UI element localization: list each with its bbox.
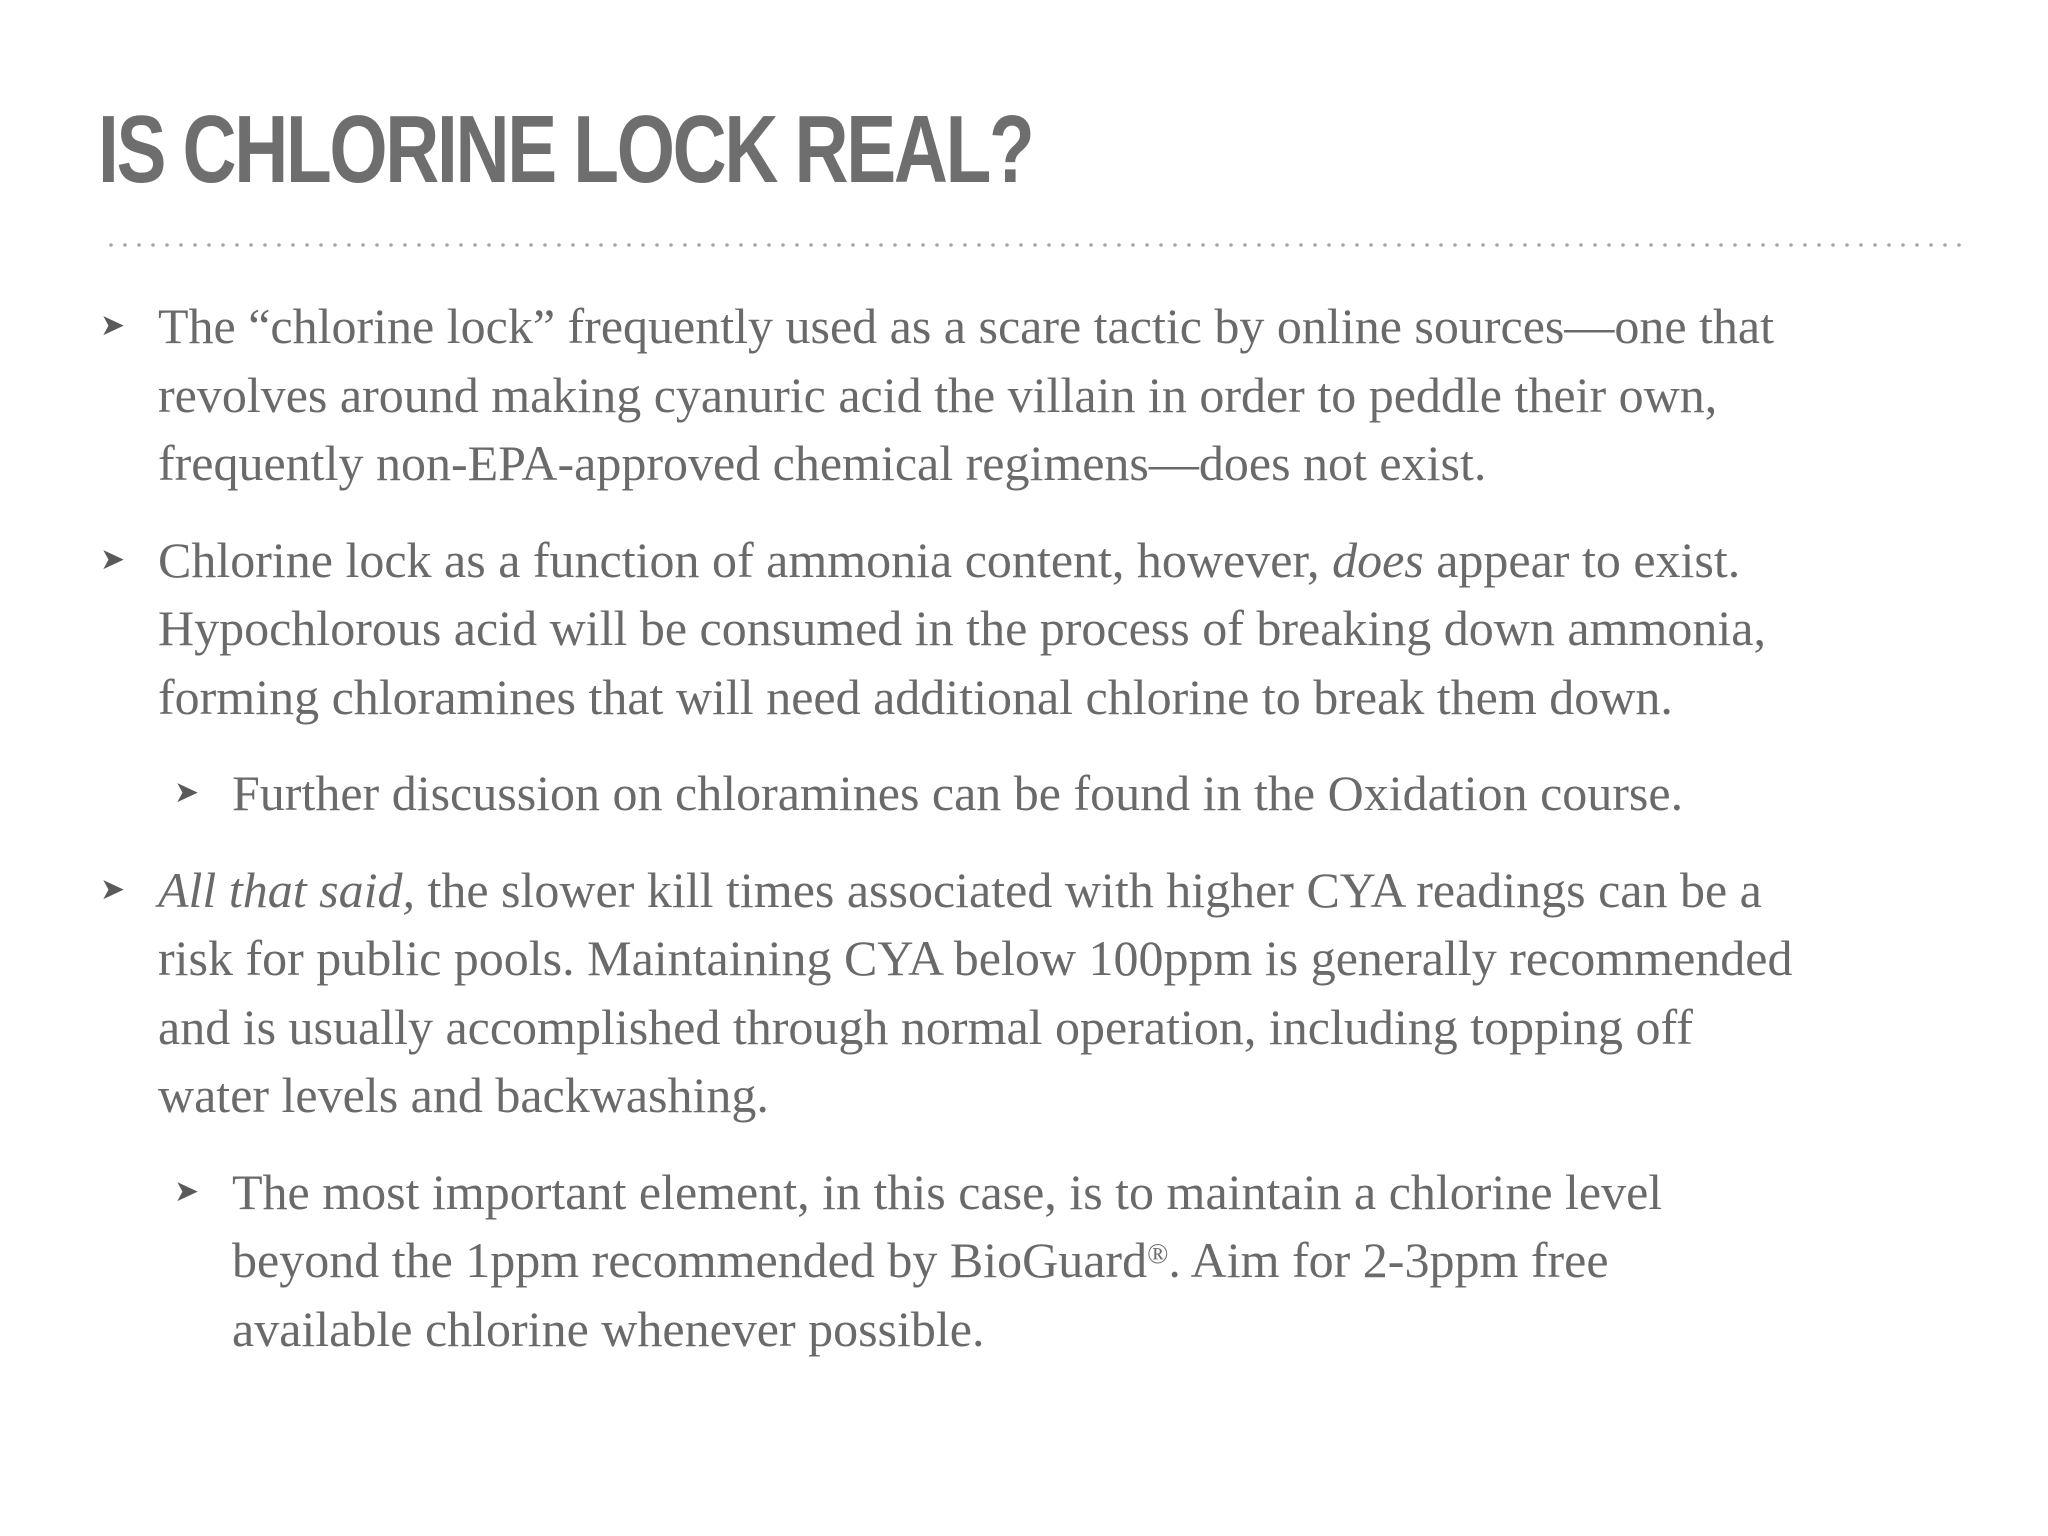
emphasis-text: does [1332, 531, 1424, 588]
bullet-item [98, 856, 1988, 1130]
bullet-item [98, 526, 1988, 732]
arrow-bullet-icon: ➤ [100, 308, 126, 343]
bullet-text-line: revolves around making cyanuric acid the villain in order to peddle their own, [158, 366, 1718, 423]
text-run: . Aim for 2-3ppm free [1168, 1232, 1609, 1288]
bullet-text-line: water levels and backwashing. [158, 1067, 769, 1123]
sub-bullet-item [172, 1158, 1988, 1364]
bullet-text-line: The “chlorine lock” frequently used as a scare tactic by online sources—one that [158, 298, 1775, 354]
bullet-text-line: risk for public pools. Maintaining CYA below 100ppm is generally recommended [158, 930, 1793, 986]
bullet-text-line: Hypochlorous acid will be consumed in the process of breaking down ammonia, [158, 600, 1766, 656]
slide-title: IS CHLORINE LOCK REAL? [98, 96, 1033, 203]
bullet-text-line: and is usually accomplished through normal operation, including topping off [158, 998, 1693, 1055]
dotted-divider [104, 243, 1962, 247]
arrow-bullet-icon: ➤ [174, 775, 200, 810]
text-run: appear to exist. [1423, 531, 1741, 588]
bullet-item [98, 292, 1988, 498]
bullet-text-line: The most important element, in this case, is to maintain a chlorine level [232, 1163, 1663, 1220]
emphasis-text: All that said, [158, 861, 415, 918]
bullet-list [98, 292, 1988, 1391]
bullet-text-line [158, 856, 1988, 925]
arrow-bullet-icon: ➤ [100, 541, 126, 577]
text-run: beyond the 1ppm recommended by BioGuard [232, 1232, 1148, 1288]
bullet-text-line: Further discussion on chloramines can be found in the Oxidation course. [232, 765, 1684, 821]
arrow-bullet-icon: ➤ [100, 871, 126, 907]
arrow-bullet-icon: ➤ [174, 1173, 200, 1209]
text-run: the slower kill times associated with higher CYA readings can be a [414, 861, 1762, 918]
text-run: Chlorine lock as a function of ammonia content, however, [158, 531, 1333, 588]
sub-bullet-item [172, 759, 1988, 828]
bullet-text-line [232, 1226, 1988, 1295]
bullet-text-line: frequently non-EPA-approved chemical regimens—does not exist. [158, 435, 1487, 491]
bullet-text-line [158, 526, 1988, 595]
bullet-text-line: available chlorine whenever possible. [232, 1300, 985, 1357]
registered-mark: ® [1147, 1239, 1169, 1270]
bullet-text-line: forming chloramines that will need additional chlorine to break them down. [158, 668, 1673, 725]
